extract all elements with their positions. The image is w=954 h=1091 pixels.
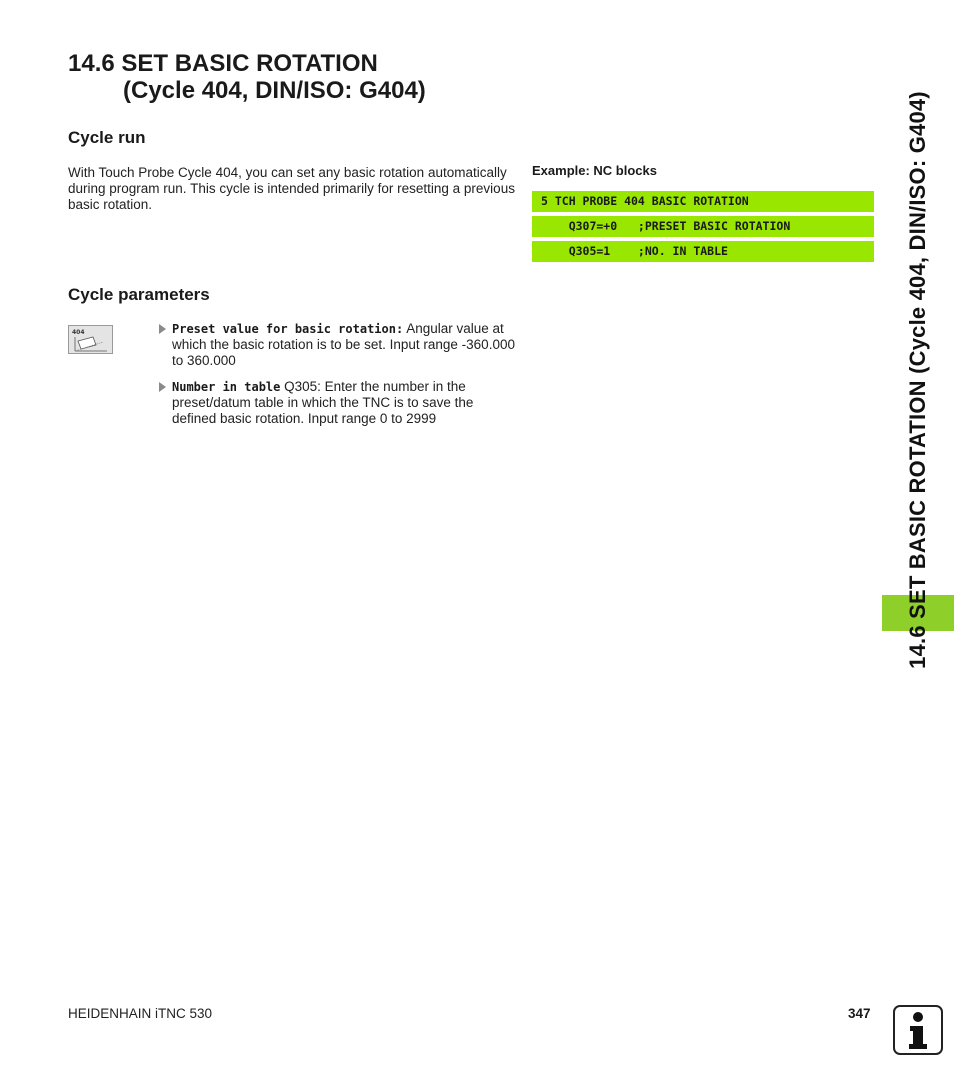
info-glyph [895,1007,941,1053]
parameter-name: Preset value for basic rotation: [172,322,404,336]
page-title-line-2: (Cycle 404, DIN/ISO: G404) [123,77,426,104]
cycle-parameters-heading: Cycle parameters [68,285,210,304]
nc-block-line: Q305=1 ;NO. IN TABLE [532,241,874,262]
parameter-q305 [159,379,519,427]
nc-block-line: 5 TCH PROBE 404 BASIC ROTATION [532,191,874,212]
parameter-name: Number in table [172,380,281,394]
example-label: Example: NC blocks [532,163,657,178]
cycle-run-heading: Cycle run [68,128,146,147]
side-running-title-text: 14.6 SET BASIC ROTATION (Cycle 404, DIN/ISO: G404) [905,91,930,669]
page-number: 347 [848,1006,871,1021]
probe-rotation-icon [69,326,112,353]
info-icon [893,1005,943,1055]
nc-block-line: Q307=+0 ;PRESET BASIC ROTATION [532,216,874,237]
parameter-description: Angular value at which the basic rotation is to be set. Input range -360.000 to 360.000 [172,321,515,368]
triangle-bullet-icon [159,324,166,334]
cycle-404-thumbnail [68,325,113,354]
parameter-q307 [159,321,519,369]
parameter-description: Q305: Enter the number in the preset/datum table in which the TNC is to save the defined basic rotation. Input range 0 to 2999 [172,379,474,426]
page-title-line-1: 14.6 SET BASIC ROTATION [68,50,378,77]
thumbnail-label: 404 [72,329,85,336]
footer-product: HEIDENHAIN iTNC 530 [68,1006,213,1021]
triangle-bullet-icon [159,382,166,392]
cycle-run-body: With Touch Probe Cycle 404, you can set any basic rotation automatically during program run. This cycle is intended primarily for resetting a previous basic rotation. [68,165,515,212]
